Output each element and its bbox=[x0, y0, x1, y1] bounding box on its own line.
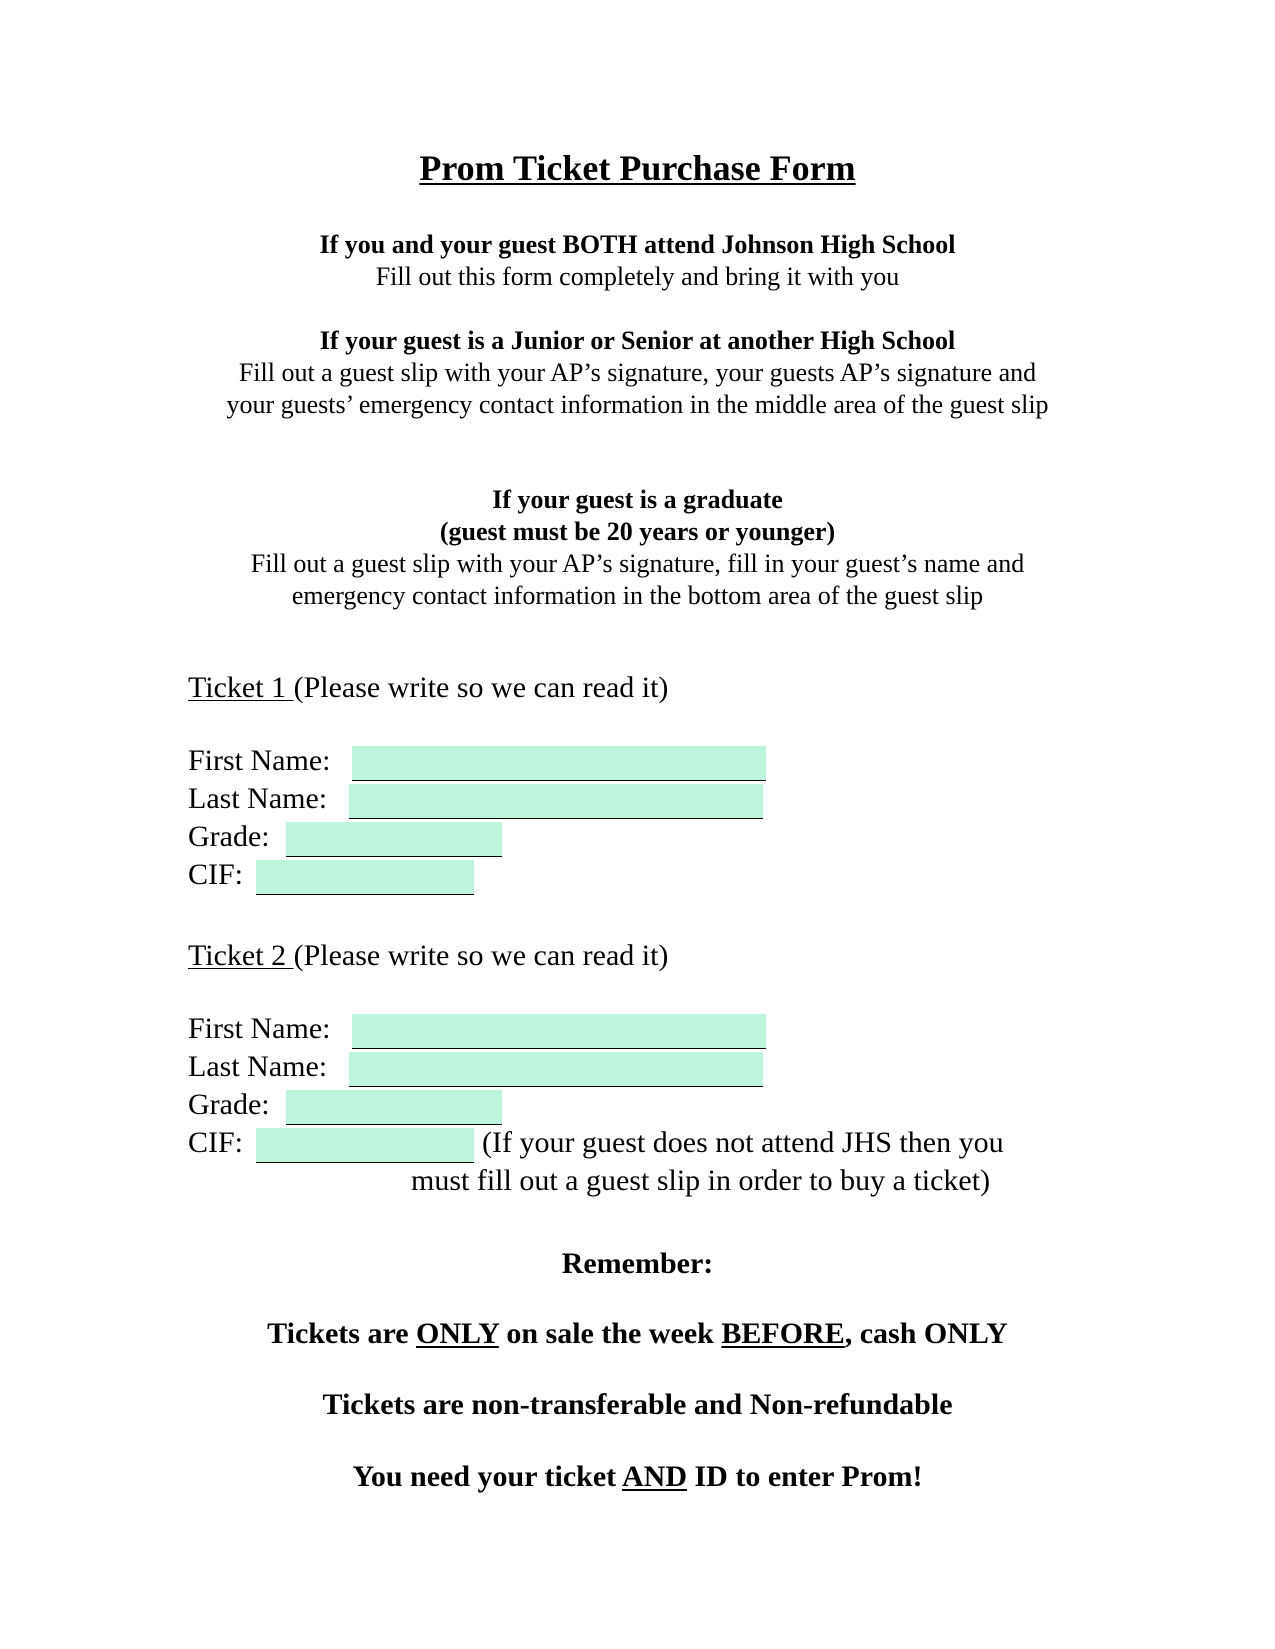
remember-entry-requirement: You need your ticket AND ID to enter Prom! bbox=[352, 1460, 923, 1493]
section-heading: If your guest is a graduate bbox=[492, 485, 783, 514]
guest-slip-note-line-1: (If your guest does not attend JHS then you bbox=[482, 1126, 1004, 1159]
ticket-2-grade-field[interactable] bbox=[286, 1090, 502, 1125]
section-both-attend bbox=[0, 229, 1275, 293]
section-guest-graduate bbox=[0, 484, 1275, 612]
last-name-label: Last Name: bbox=[188, 782, 328, 815]
ticket-1-grade-field[interactable] bbox=[286, 822, 502, 857]
page-title: Prom Ticket Purchase Form bbox=[419, 148, 856, 188]
remember-heading: Remember: bbox=[561, 1247, 714, 1280]
ticket-2-first-name-field[interactable] bbox=[352, 1014, 766, 1049]
ticket-label: Ticket 1 bbox=[188, 671, 294, 704]
ticket-2-heading bbox=[188, 938, 668, 974]
ticket-2-grade-row bbox=[188, 1086, 270, 1124]
grade-label: Grade: bbox=[188, 1088, 270, 1121]
section-body: Fill out a guest slip with your AP’s signature, fill in your guest’s name and emergency contact information in the bottom area of the guest slip bbox=[250, 549, 1025, 610]
ticket-1-grade-row bbox=[188, 818, 270, 856]
ticket-instruction: (Please write so we can read it) bbox=[293, 939, 669, 972]
cif-label: CIF: bbox=[188, 1126, 244, 1159]
guest-slip-note-line-2: must fill out a guest slip in order to buy a ticket) bbox=[411, 1164, 991, 1197]
section-heading: If your guest is a Junior or Senior at another High School bbox=[319, 326, 956, 355]
last-name-label: Last Name: bbox=[188, 1050, 328, 1083]
ticket-1-last-name-field[interactable] bbox=[349, 784, 763, 819]
ticket-2-first-name-row bbox=[188, 1010, 331, 1048]
section-body: Fill out a guest slip with your AP’s signature, your guests AP’s signature and your guests’ emergency contact information in the middle area of the guest slip bbox=[226, 358, 1049, 419]
ticket-1-cif-field[interactable] bbox=[256, 860, 474, 895]
ticket-2-last-name-field[interactable] bbox=[349, 1052, 763, 1087]
cif-label: CIF: bbox=[188, 858, 244, 891]
ticket-1-first-name-field[interactable] bbox=[352, 746, 766, 781]
grade-label: Grade: bbox=[188, 820, 270, 853]
section-body: Fill out this form completely and bring it with you bbox=[375, 262, 900, 291]
ticket-2-cif-row bbox=[188, 1124, 243, 1162]
section-heading: If you and your guest BOTH attend Johnson High School bbox=[319, 230, 956, 259]
section-guest-other-school bbox=[0, 325, 1275, 421]
ticket-1-cif-row bbox=[188, 856, 243, 894]
ticket-1-last-name-row bbox=[188, 780, 327, 818]
ticket-2-last-name-row bbox=[188, 1048, 327, 1086]
ticket-2-cif-field[interactable] bbox=[256, 1128, 474, 1163]
ticket-1-heading bbox=[188, 670, 668, 706]
ticket-label: Ticket 2 bbox=[188, 939, 294, 972]
remember-refund-policy: Tickets are non-transferable and Non-refundable bbox=[322, 1388, 953, 1421]
remember-sale-info: Tickets are ONLY on sale the week BEFORE, cash ONLY bbox=[267, 1317, 1008, 1350]
ticket-1-first-name-row bbox=[188, 742, 331, 780]
first-name-label: First Name: bbox=[188, 1012, 331, 1045]
section-subheading: (guest must be 20 years or younger) bbox=[439, 517, 836, 546]
first-name-label: First Name: bbox=[188, 744, 331, 777]
ticket-instruction: (Please write so we can read it) bbox=[293, 671, 669, 704]
